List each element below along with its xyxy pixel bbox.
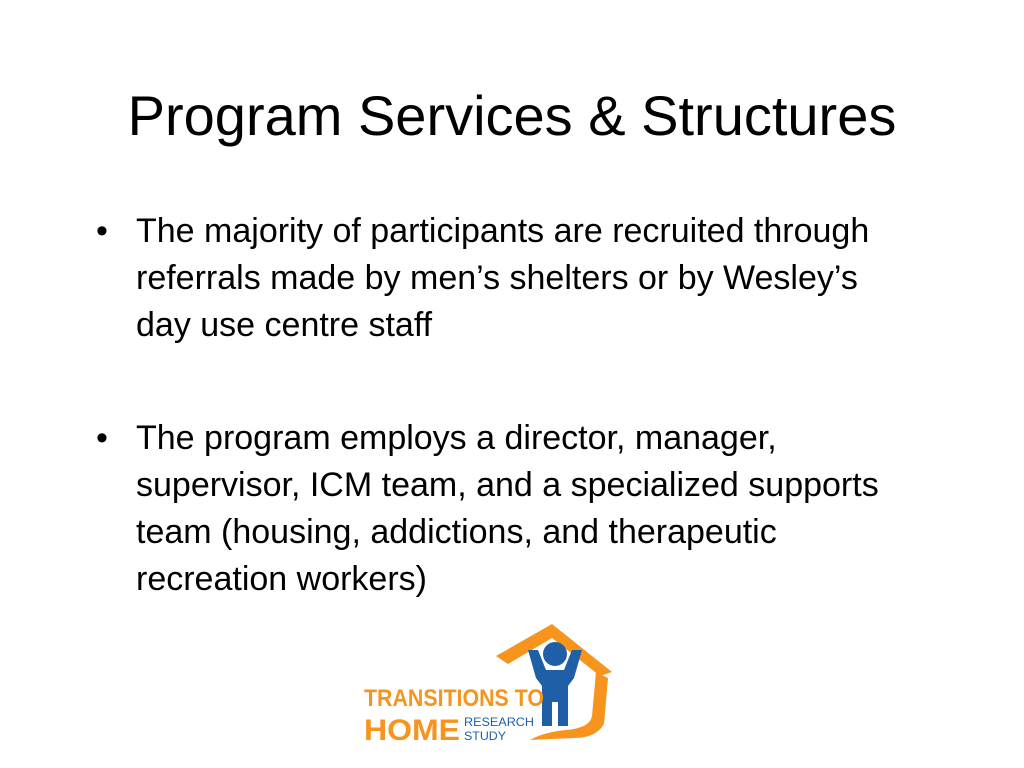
logo-tag1: RESEARCH: [464, 715, 534, 729]
bullet-marker: •: [96, 212, 108, 250]
logo-line2: HOME: [364, 714, 460, 747]
bullet-item: [96, 415, 916, 603]
logo-tag2: STUDY: [464, 729, 506, 743]
bullet-list: [96, 208, 916, 603]
logo-line1: TRANSITIONS TO: [364, 685, 544, 712]
bullet-item: [96, 208, 916, 349]
bullet-marker: •: [96, 419, 108, 457]
person-head-icon: [543, 642, 567, 666]
transitions-to-home-logo: [360, 616, 622, 756]
bullet-text: The program employs a director, manager, supervisor, ICM team, and a specialized supports team (housing, addictions, and therapeutic recreation workers): [136, 419, 879, 598]
bullet-text: The majority of participants are recruited through referrals made by men’s shelters or by Wesley’s day use centre staff: [136, 212, 870, 344]
slide-title: Program Services & Structures: [127, 84, 897, 147]
